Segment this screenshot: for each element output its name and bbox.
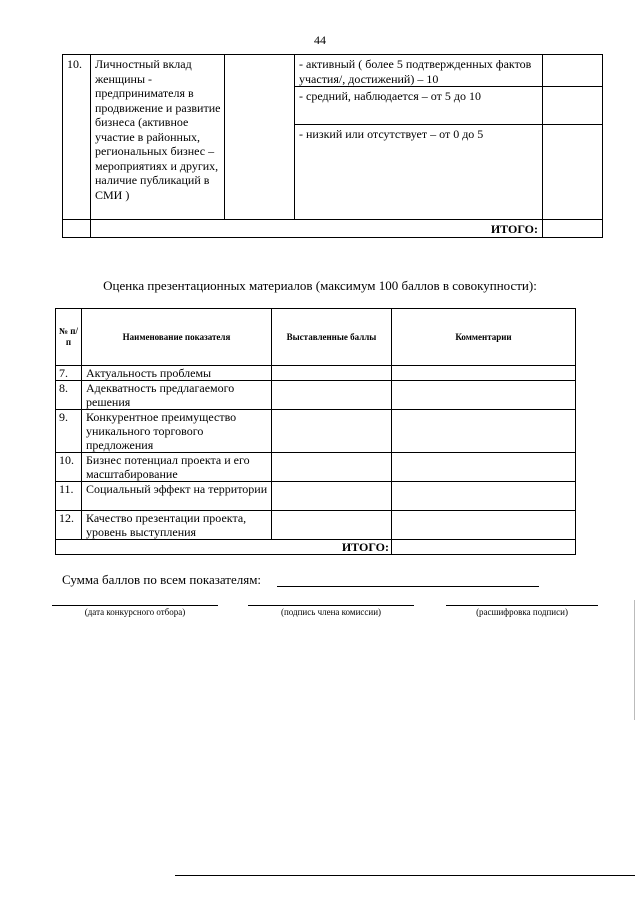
comment-cell[interactable] bbox=[392, 410, 576, 453]
criterion-active: - активный ( более 5 подтвержденных фактов участия/, достижений) – 10 bbox=[295, 55, 543, 87]
member-caption: (подпись члена комиссии) bbox=[280, 607, 382, 617]
indicator-name: Адекватность предлагаемого решения bbox=[82, 381, 272, 410]
sum-label: Сумма баллов по всем показателям: bbox=[62, 572, 262, 587]
score-cell[interactable] bbox=[272, 410, 392, 453]
score-cell[interactable] bbox=[225, 55, 295, 220]
score-cell[interactable] bbox=[272, 366, 392, 381]
bottom-rule bbox=[175, 875, 635, 876]
total-label: ИТОГО: bbox=[91, 220, 543, 238]
score-cell[interactable] bbox=[272, 511, 392, 540]
total-row bbox=[56, 540, 576, 555]
criterion-score-cell[interactable] bbox=[543, 87, 603, 125]
criterion-score-cell[interactable] bbox=[543, 55, 603, 87]
comment-cell[interactable] bbox=[392, 453, 576, 482]
table-row bbox=[56, 366, 576, 381]
table-row bbox=[56, 482, 576, 511]
table-row bbox=[63, 55, 603, 87]
header-num: № п/п bbox=[56, 309, 82, 366]
total-value-cell[interactable] bbox=[543, 220, 603, 238]
row-number: 10. bbox=[56, 453, 82, 482]
indicator-name: Бизнес потенциал проекта и его масштабирование bbox=[82, 453, 272, 482]
page-number: 44 bbox=[314, 33, 326, 47]
table-row bbox=[56, 381, 576, 410]
decoding-caption: (расшифровка подписи) bbox=[476, 607, 568, 617]
criterion-score-cell[interactable] bbox=[543, 125, 603, 220]
table-row bbox=[56, 511, 576, 540]
indicator-name: Конкурентное преимущество уникального торгового предложения bbox=[82, 410, 272, 453]
indicator-name: Социальный эффект на территории bbox=[82, 482, 272, 511]
indicator-name: Качество презентации проекта, уровень выступления bbox=[82, 511, 272, 540]
comment-cell[interactable] bbox=[392, 366, 576, 381]
criterion-low: - низкий или отсутствует – от 0 до 5 bbox=[295, 125, 543, 220]
row-number: 7. bbox=[56, 366, 82, 381]
score-cell[interactable] bbox=[272, 381, 392, 410]
date-signature-line[interactable] bbox=[52, 605, 218, 606]
score-cell[interactable] bbox=[272, 453, 392, 482]
total-value-cell[interactable] bbox=[392, 540, 576, 555]
row-number: 12. bbox=[56, 511, 82, 540]
table-row bbox=[56, 410, 576, 453]
row-number: 11. bbox=[56, 482, 82, 511]
table-row bbox=[56, 453, 576, 482]
date-caption: (дата конкурсного отбора) bbox=[84, 607, 186, 617]
row-number: 8. bbox=[56, 381, 82, 410]
member-signature-line[interactable] bbox=[248, 605, 414, 606]
total-row bbox=[63, 220, 603, 238]
total-label: ИТОГО: bbox=[56, 540, 392, 555]
comment-cell[interactable] bbox=[392, 482, 576, 511]
row-number: 9. bbox=[56, 410, 82, 453]
indicator-name: Личностный вклад женщины - предпринимателя в продвижение и развитие бизнеса (активное участие в районных, региональных бизнес – мероприятиях и других, наличие публикаций в СМИ ) bbox=[91, 55, 225, 220]
criterion-medium: - средний, наблюдается – от 5 до 10 bbox=[295, 87, 543, 125]
criteria-table bbox=[62, 54, 603, 238]
section-heading: Оценка презентационных материалов (максимум 100 баллов в совокупности): bbox=[103, 278, 537, 293]
indicator-name: Актуальность проблемы bbox=[82, 366, 272, 381]
scan-edge bbox=[634, 600, 635, 720]
row-number: 10. bbox=[63, 55, 91, 220]
header-score: Выставленные баллы bbox=[272, 309, 392, 366]
header-row bbox=[56, 309, 576, 366]
decoding-signature-line[interactable] bbox=[446, 605, 598, 606]
header-name: Наименование показателя bbox=[82, 309, 272, 366]
score-cell[interactable] bbox=[272, 482, 392, 511]
presentation-table bbox=[55, 308, 576, 555]
comment-cell[interactable] bbox=[392, 511, 576, 540]
header-comment: Комментарии bbox=[392, 309, 576, 366]
sum-input-line[interactable] bbox=[277, 586, 539, 587]
comment-cell[interactable] bbox=[392, 381, 576, 410]
